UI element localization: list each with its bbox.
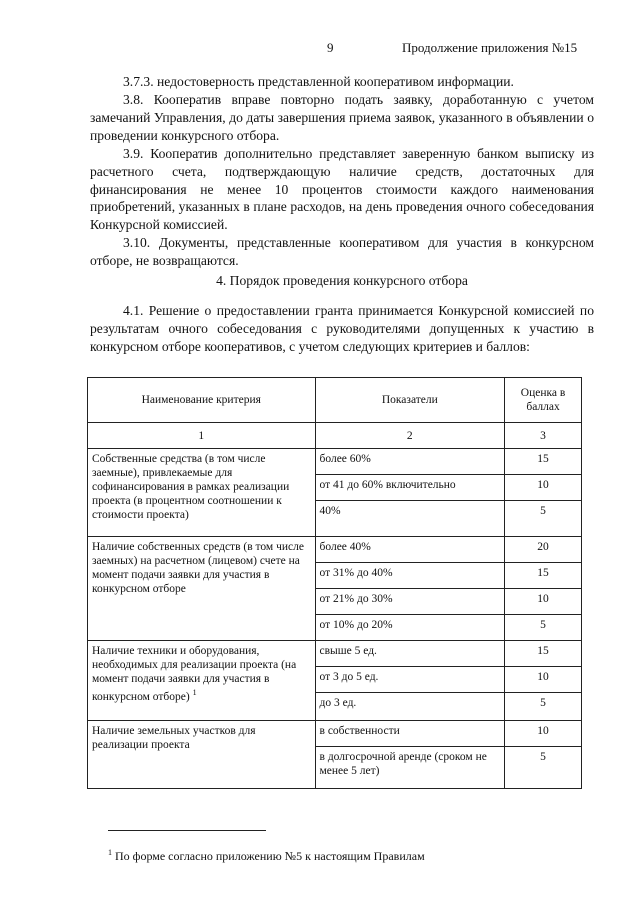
header-indicators: Показатели bbox=[315, 378, 505, 423]
score-cell: 5 bbox=[505, 693, 582, 721]
indicator-cell: более 60% bbox=[315, 449, 505, 475]
score-cell: 5 bbox=[505, 501, 582, 537]
criterion-cell: Наличие собственных средств (в том числе заемных) на расчетном (лицевом) счете на момент подачи заявки для участия в конкурсном отборе bbox=[88, 537, 316, 641]
paragraph-3-10: 3.10. Документы, представленные кооперативом для участия в конкурсном отборе, не возвращаются. bbox=[90, 235, 594, 268]
score-cell: 15 bbox=[505, 563, 582, 589]
indicator-cell: 40% bbox=[315, 501, 505, 537]
criterion-cell: Собственные средства (в том числе заемные), привлекаемые для софинансирования в рамках реализации проекта (в процентном соотношении к стоимости проекта) bbox=[88, 449, 316, 537]
criterion-cell: Наличие земельных участков для реализации проекта bbox=[88, 721, 316, 789]
indicator-cell: более 40% bbox=[315, 537, 505, 563]
criterion-text: Наличие техники и оборудования, необходимых для реализации проекта (на момент подачи заявки для участия в конкурсном отборе) bbox=[92, 645, 297, 703]
table-row bbox=[88, 449, 582, 475]
header-score: Оценка в баллах bbox=[505, 378, 582, 423]
footnote-text: По форме согласно приложению №5 к настоящим Правилам bbox=[115, 849, 425, 863]
column-number-3: 3 bbox=[505, 423, 582, 449]
table-row bbox=[88, 641, 582, 667]
footnote-number: 1 bbox=[108, 848, 112, 857]
indicator-cell: свыше 5 ед. bbox=[315, 641, 505, 667]
indicator-cell: в долгосрочной аренде (сроком не менее 5 лет) bbox=[315, 747, 505, 789]
column-number-1: 1 bbox=[88, 423, 316, 449]
score-cell: 5 bbox=[505, 615, 582, 641]
paragraph-3-9: 3.9. Кооператив дополнительно представляет заверенную банком выписку из расчетного счета, подтверждающую наличие средств, достаточных для финансирования не менее 10 процентов стоимости каждого наименования приобретений, указанных в плане расходов, на день проведения очного собеседования Конкурсной комиссией. bbox=[90, 146, 594, 233]
indicator-cell: в собственности bbox=[315, 721, 505, 747]
paragraph-3-8: 3.8. Кооператив вправе повторно подать заявку, доработанную с учетом замечаний Управления, до даты завершения приема заявок, указанного в объявлении о проведении конкурсного отбора. bbox=[90, 92, 594, 143]
continuation-header: Продолжение приложения №15 bbox=[402, 40, 578, 55]
footnote bbox=[108, 848, 425, 864]
criteria-table bbox=[87, 377, 582, 789]
indicator-cell: от 10% до 20% bbox=[315, 615, 505, 641]
score-cell: 15 bbox=[505, 641, 582, 667]
table-row bbox=[88, 537, 582, 563]
score-cell: 15 bbox=[505, 449, 582, 475]
footnote-divider bbox=[108, 830, 266, 831]
score-cell: 10 bbox=[505, 721, 582, 747]
table-number-row bbox=[88, 423, 582, 449]
criterion-cell bbox=[88, 641, 316, 721]
score-cell: 10 bbox=[505, 667, 582, 693]
header-criterion: Наименование критерия bbox=[88, 378, 316, 423]
column-number-2: 2 bbox=[315, 423, 505, 449]
indicator-cell: от 3 до 5 ед. bbox=[315, 667, 505, 693]
indicator-cell: от 21% до 30% bbox=[315, 589, 505, 615]
table-header-row bbox=[88, 378, 582, 423]
score-cell: 10 bbox=[505, 589, 582, 615]
paragraph-4-1: 4.1. Решение о предоставлении гранта принимается Конкурсной комиссией по результатам очного собеседования с руководителями допущенных к участию в конкурсном отборе кооперативов, с учетом следующих критериев и баллов: bbox=[90, 303, 594, 354]
score-cell: 10 bbox=[505, 475, 582, 501]
indicator-cell: от 31% до 40% bbox=[315, 563, 505, 589]
section-4-title: 4. Порядок проведения конкурсного отбора bbox=[216, 273, 468, 288]
page-number: 9 bbox=[327, 40, 334, 55]
score-cell: 20 bbox=[505, 537, 582, 563]
footnote-mark: 1 bbox=[192, 688, 197, 697]
indicator-cell: до 3 ед. bbox=[315, 693, 505, 721]
indicator-cell: от 41 до 60% включительно bbox=[315, 475, 505, 501]
score-cell: 5 bbox=[505, 747, 582, 789]
table-row bbox=[88, 721, 582, 747]
paragraph-3-7-3: 3.7.3. недостоверность представленной кооперативом информации. bbox=[123, 74, 514, 89]
